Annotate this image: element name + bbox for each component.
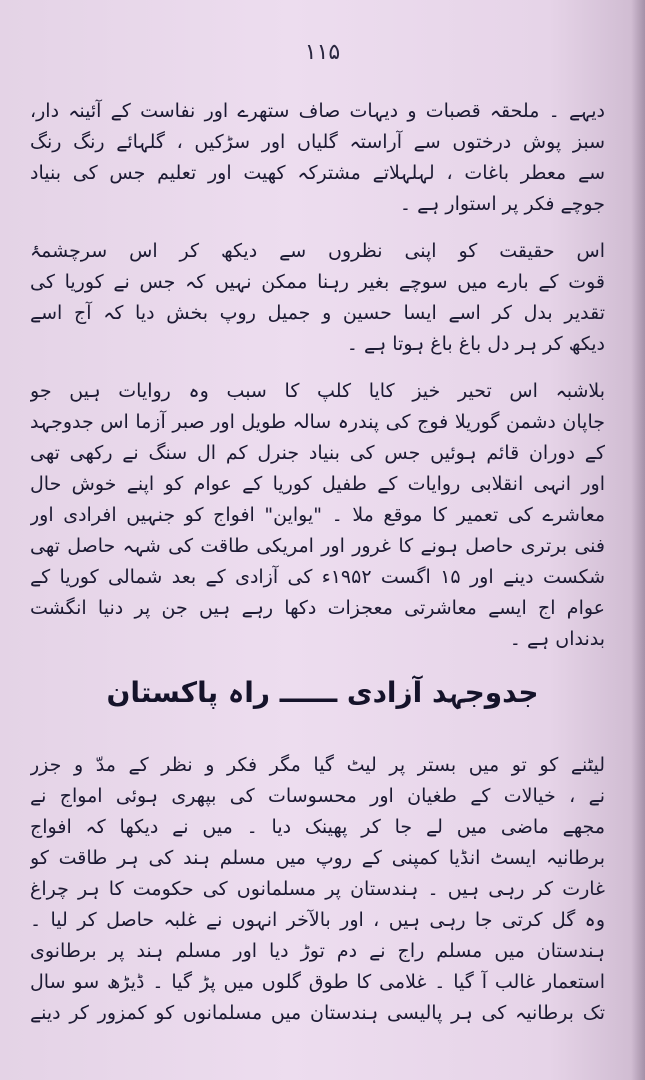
paragraph-line: ہندستان میں مسلم راج نے دم توڑ دیا اور مسلم ہند پر برطانوی	[30, 940, 605, 962]
paragraph-line: اور انہی انقلابی روایات کے طفیل کوریا کے عوام کو اپنے خوش حال	[30, 473, 605, 495]
paragraph-line: فنی برتری حاصل ہونے کا غرور اور امریکی طاقت کی شہہ حاصل تھی	[30, 535, 605, 557]
paragraph-line: سبز پوش درختوں سے آراستہ گلیاں اور سڑکیں ، گلہائے رنگ رنگ	[30, 131, 605, 153]
paragraph-line: دیہے ۔ ملحقہ قصبات و دیہات صاف ستھرے اور نفاست کے آئینہ دار،	[30, 100, 605, 122]
paragraph-1	[30, 96, 605, 220]
paragraph-line: بدنداں ہے ۔	[509, 628, 605, 650]
paragraph-line: جوچے فکر پر استوار ہے ۔	[399, 193, 605, 215]
paragraph-line: تقدیر بدل کر اسے ایسا حسین و جمیل روپ بخش دیا کہ آج اسے	[30, 302, 605, 324]
paragraph-line: بلاشبہ اس تحیر خیز کایا کلپ کا سبب وہ روایات ہیں جو	[30, 380, 605, 402]
paragraph-3	[30, 376, 605, 655]
paragraph-line: دیکھ کر ہر دل باغ باغ ہوتا ہے ۔	[346, 333, 605, 355]
paragraph-line: کے دوران قائم ہوئیں جس کی بنیاد جنرل کم ال سنگ نے رکھی تھی	[30, 442, 605, 464]
paragraph-line: مجھے ماضی میں لے جا کر پھینک دیا ۔ میں نے دیکھا کہ افواج	[30, 816, 605, 838]
paragraph-line: غارت کر رہی ہیں ۔ ہندستان پر مسلمانوں کی حکومت کا ہر چراغ	[30, 878, 605, 900]
page-edge-shadow	[631, 0, 645, 1080]
paragraph-line: برطانیہ ایسٹ انڈیا کمپنی کے روپ میں مسلم ہند کی ہر طاقت کو	[30, 847, 605, 869]
paragraph-2	[30, 236, 605, 360]
paragraph-line: سے معطر باغات ، لہلہلاتے مشترکہ کھیت اور تعلیم جس کی بنیاد	[30, 162, 605, 184]
paragraph-line: نے ، خیالات کے طغیان اور محسوسات کی بپھری ہوئی امواج نے	[30, 785, 605, 807]
section-heading: جدوجہد آزادی ــــــ راہ پاکستان	[106, 676, 539, 709]
paragraph-line: اس حقیقت کو اپنی نظروں سے دیکھ کر اس سرچشمۂ	[30, 240, 605, 262]
paragraph-line: استعمار غالب آ گیا ۔ غلامی کا طوق گلوں میں پڑ گیا ۔ ڈیڑھ سو سال	[30, 971, 605, 993]
paragraph-line: وہ گل کرتی جا رہی ہیں ، اور بالآخر انہوں نے غلبہ حاصل کر لیا ۔	[30, 909, 605, 931]
paragraph-line: شکست دینے اور ۱۵ اگست ۱۹۵۲ء کی آزادی کے بعد شمالی کوریا کے	[30, 566, 605, 588]
paragraph-line: عوام اج ایسے معاشرتی معجزات دکھا رہے ہیں جن پر دنیا انگشت	[30, 597, 605, 619]
paragraph-line: معاشرے کی تعمیر کا موقع ملا ۔ "یواین" افواج کو جنہیں افرادی اور	[30, 504, 605, 526]
paragraph-line: جاپان دشمن گوریلا فوج کی پندرہ سالہ طویل اور صبر آزما اس جدوجہد	[30, 411, 605, 433]
paragraph-line: قوت کے بارے میں سوچے بغیر رہنا ممکن نہیں کہ جس نے کوریا کی	[30, 271, 605, 293]
paragraph-line: تک برطانیہ کی ہر پالیسی ہندستان میں مسلمانوں کو کمزور کر دینے	[30, 1002, 605, 1024]
page-number: ۱۱۵	[304, 40, 341, 65]
section-paragraph-1	[30, 750, 605, 1029]
paragraph-line: لیٹنے کو تو میں بستر پر لیٹ گیا مگر فکر و نظر کے مدّ و جزر	[30, 754, 605, 776]
